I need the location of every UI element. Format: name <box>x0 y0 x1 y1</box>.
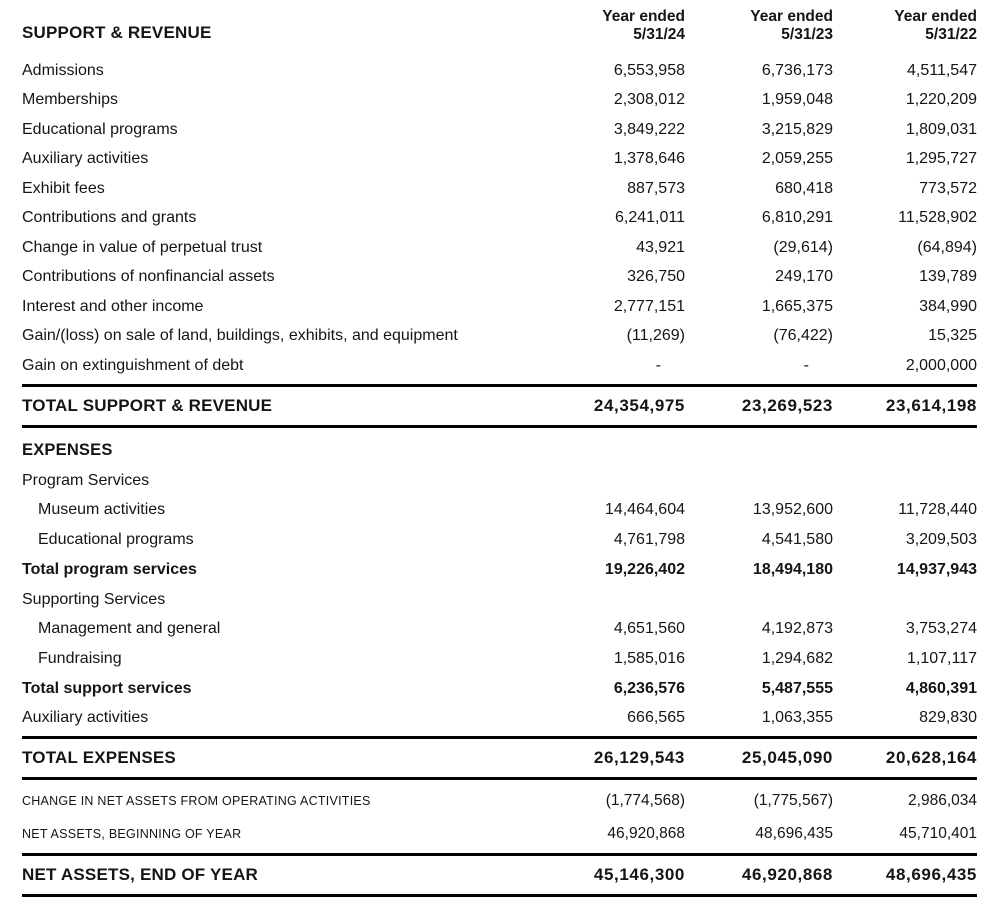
row-value: 13,952,600 <box>752 501 833 519</box>
table-row <box>22 435 977 466</box>
column-header-line2: 5/31/22 <box>925 26 977 43</box>
row-value: 1,107,117 <box>907 649 977 667</box>
row-value: 3,209,503 <box>905 530 977 548</box>
table-row <box>22 115 977 145</box>
table-row <box>22 56 977 86</box>
row-label: TOTAL SUPPORT & REVENUE <box>22 395 273 415</box>
row-label: Educational programs <box>38 530 194 548</box>
row-value: 15,325 <box>928 327 977 345</box>
table-row <box>22 784 977 817</box>
row-value: 1,809,031 <box>905 120 977 138</box>
row-value: 773,572 <box>919 179 977 197</box>
table-row <box>22 145 977 175</box>
row-value: 45,146,300 <box>593 865 685 884</box>
row-value: 3,753,274 <box>905 620 977 638</box>
row-value: 4,511,547 <box>907 61 977 79</box>
row-value: 46,920,868 <box>607 824 685 842</box>
column-header-line2: 5/31/23 <box>781 26 833 43</box>
row-value: - <box>803 356 809 374</box>
row-value: 4,860,391 <box>905 679 977 697</box>
row-value: 4,761,798 <box>613 530 685 548</box>
row-value: 1,220,209 <box>905 91 977 109</box>
row-value: 887,573 <box>627 179 685 197</box>
table-row <box>22 644 977 674</box>
row-value: (1,775,567) <box>753 791 833 809</box>
row-label: Gain/(loss) on sale of land, buildings, exhibits, and equipment <box>22 327 458 345</box>
table-row <box>22 525 977 555</box>
table-row <box>22 555 977 585</box>
row-value: 14,464,604 <box>604 501 685 519</box>
table-row <box>22 233 977 263</box>
row-value: 26,129,543 <box>593 748 685 767</box>
row-label: Total program services <box>22 560 197 578</box>
row-value: 25,045,090 <box>741 748 833 767</box>
row-value: 1,063,355 <box>761 709 833 727</box>
row-value: 11,728,440 <box>898 501 977 519</box>
table-row <box>22 466 977 496</box>
row-value: 2,308,012 <box>613 91 685 109</box>
row-value: 20,628,164 <box>885 748 977 767</box>
row-label: CHANGE IN NET ASSETS FROM OPERATING ACTIVITIES <box>22 793 371 808</box>
row-value: 45,710,401 <box>899 824 977 842</box>
row-value: 4,192,873 <box>761 620 833 638</box>
row-value: 2,986,034 <box>908 791 977 809</box>
row-value: 48,696,435 <box>755 824 833 842</box>
row-value: 249,170 <box>775 268 833 286</box>
column-header-fy24 <box>537 8 685 44</box>
column-header-fy22 <box>833 8 977 44</box>
table-row <box>22 263 977 293</box>
column-header-line1: Year ended <box>894 8 977 25</box>
row-value: 4,651,560 <box>613 620 685 638</box>
table-header <box>22 8 977 44</box>
table-row <box>22 322 977 352</box>
section-title: SUPPORT & REVENUE <box>22 23 212 42</box>
row-value: (1,774,568) <box>605 791 685 809</box>
column-header-line1: Year ended <box>750 8 833 25</box>
table-row <box>22 351 977 381</box>
row-label: NET ASSETS, BEGINNING OF YEAR <box>22 826 242 841</box>
row-value: 680,418 <box>775 179 833 197</box>
table-row <box>22 817 977 850</box>
row-value: 2,777,151 <box>613 297 685 315</box>
row-value: 6,736,173 <box>761 61 833 79</box>
row-value: 1,295,727 <box>905 150 977 168</box>
row-value: (29,614) <box>773 238 833 256</box>
row-label: Total support services <box>22 679 192 697</box>
row-value: 3,215,829 <box>761 120 833 138</box>
row-label: Supporting Services <box>22 590 166 608</box>
row-value: 139,789 <box>919 268 977 286</box>
row-value: 6,553,958 <box>613 61 685 79</box>
row-label: Fundraising <box>38 649 122 667</box>
row-value: 24,354,975 <box>593 395 685 415</box>
table-row <box>22 736 977 780</box>
column-header-line2: 5/31/24 <box>633 26 685 43</box>
row-value: (11,269) <box>626 327 685 345</box>
table-body <box>22 56 977 897</box>
row-value: 666,565 <box>627 709 685 727</box>
row-label: NET ASSETS, END OF YEAR <box>22 865 259 884</box>
row-value: 14,937,943 <box>896 560 977 578</box>
row-label: Educational programs <box>22 120 178 138</box>
table-row <box>22 674 977 704</box>
row-value: (64,894) <box>917 238 977 256</box>
row-label: Change in value of perpetual trust <box>22 238 263 256</box>
row-label: Admissions <box>22 61 104 79</box>
row-value: 6,236,576 <box>613 679 685 697</box>
row-label: EXPENSES <box>22 440 113 459</box>
table-row <box>22 292 977 322</box>
row-value: 1,378,646 <box>613 150 685 168</box>
row-value: 5,487,555 <box>761 679 833 697</box>
row-value: 1,585,016 <box>613 649 685 667</box>
row-value: 384,990 <box>919 297 977 315</box>
row-value: 23,614,198 <box>885 395 977 415</box>
row-label: Interest and other income <box>22 297 204 315</box>
table-row <box>22 704 977 734</box>
row-label: Management and general <box>38 620 221 638</box>
row-value: (76,422) <box>773 327 833 345</box>
table-row <box>22 86 977 116</box>
row-value: 11,528,902 <box>898 209 977 227</box>
row-label: Auxiliary activities <box>22 150 149 168</box>
row-label: Gain on extinguishment of debt <box>22 356 244 374</box>
row-label: Museum activities <box>38 501 166 519</box>
table-row <box>22 853 977 897</box>
table-row <box>22 615 977 645</box>
table-row <box>22 204 977 234</box>
row-value: 326,750 <box>627 268 685 286</box>
row-label: TOTAL EXPENSES <box>22 748 176 767</box>
row-value: 2,059,255 <box>761 150 833 168</box>
row-label: Contributions and grants <box>22 209 197 227</box>
row-value: 19,226,402 <box>604 560 685 578</box>
table-row <box>22 496 977 526</box>
row-label: Program Services <box>22 471 150 489</box>
table-row <box>22 585 977 615</box>
row-value: 6,241,011 <box>615 209 685 227</box>
column-header-fy23 <box>685 8 833 44</box>
table-row <box>22 174 977 204</box>
row-value: 829,830 <box>919 709 977 727</box>
table-row <box>22 384 977 428</box>
row-value: 46,920,868 <box>741 865 833 884</box>
row-value: 6,810,291 <box>761 209 833 227</box>
row-value: 2,000,000 <box>905 356 977 374</box>
row-label: Contributions of nonfinancial assets <box>22 268 275 286</box>
row-value: 48,696,435 <box>885 865 977 884</box>
row-value: 1,665,375 <box>761 297 833 315</box>
column-header-line1: Year ended <box>602 8 685 25</box>
row-label: Auxiliary activities <box>22 709 149 727</box>
row-label: Memberships <box>22 91 119 109</box>
row-value: - <box>655 356 661 374</box>
row-value: 1,294,682 <box>761 649 833 667</box>
row-value: 18,494,180 <box>752 560 833 578</box>
row-label: Exhibit fees <box>22 179 105 197</box>
row-value: 43,921 <box>636 238 685 256</box>
row-value: 23,269,523 <box>741 395 833 415</box>
row-value: 3,849,222 <box>613 120 685 138</box>
row-value: 4,541,580 <box>761 530 833 548</box>
row-value: 1,959,048 <box>761 91 833 109</box>
